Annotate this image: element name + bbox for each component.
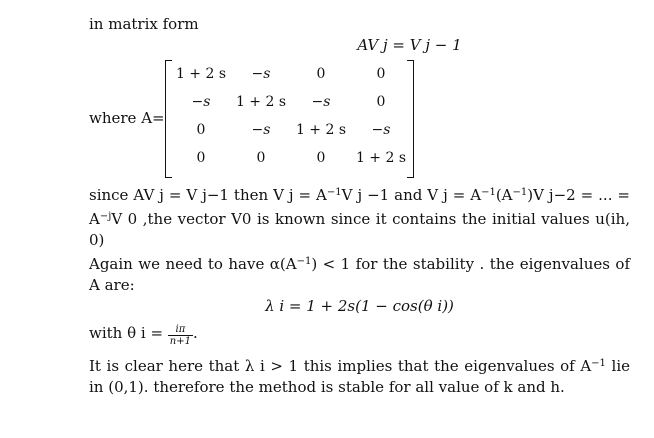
matrix-definition [89,60,630,178]
matrix-cell: −s [251,122,271,138]
matrix-cell: 0 [256,150,266,166]
equation-av-j: AV j = V j − 1 [357,36,462,54]
matrix-cell: 0 [376,66,386,82]
paragraph-conclusion: It is clear here that λ i > 1 this implies that the eigenvalues of $A^{-1}$ lie in (0,1). therefore the method is stable for all value of k and h. [89,357,630,396]
matrix-row-3 [171,120,411,141]
paragraph-stability: Again we need to have $\alpha(A^{-1}) < 1$ for the stability . the eigenvalues of A are: [89,255,630,294]
matrix-cell: 1 + 2 s [295,122,347,138]
matrix-cell: 1 + 2 s [235,94,287,110]
matrix-cell: 0 [376,94,386,110]
matrix-cell: 0 [316,150,326,166]
matrix-cell: −s [371,122,391,138]
where-label: where A= [89,109,165,127]
matrix-cell: −s [311,94,331,110]
intro-text: in matrix form [89,15,199,33]
matrix-row-4 [171,148,411,169]
document-page [89,14,630,398]
matrix-cell: 1 + 2 s [355,150,407,166]
paragraph-since: since AV j = V j−1 then V $j = A^{-1}V$ j −1 and V $j = A^{-1}(A^{-1})V$ j−2 = ... = $A^{-j}V$ 0 ,the vector V0 is known since it contains the initial values u(ih, 0) [89,186,630,249]
matrix-row-2 [171,92,411,113]
matrix-cell: 1 + 2 s [175,66,227,82]
matrix-cell: 0 [196,150,206,166]
equation-lambda: λ i = 1 + 2s(1 − cos(θ i)) [265,297,454,315]
matrix-cell: 0 [316,66,326,82]
fraction-theta: $\frac{i\pi}{n+1}$ [169,324,191,347]
paragraph-with-theta: with θ i = $\frac{i\pi}{n+1}$ . [89,324,198,347]
matrix-cell: 0 [196,122,206,138]
matrix-cell: −s [191,94,211,110]
matrix-row-1 [171,64,411,85]
matrix-cell: −s [251,66,271,82]
